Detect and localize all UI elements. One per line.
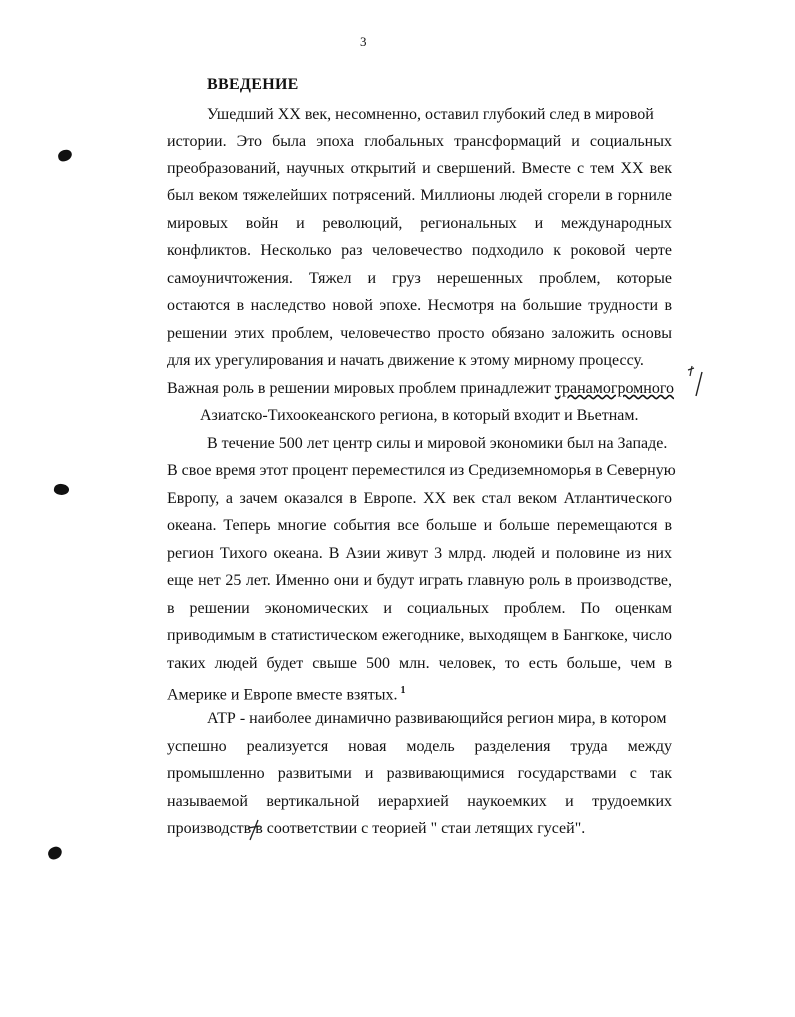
- underlined-word: транамогромного: [554, 380, 675, 397]
- pen-mark: [680, 362, 710, 402]
- footnote-reference: 1: [400, 685, 406, 696]
- paragraph2-line: приводимым в статистическом ежегоднике, выходящем в Бангкоке, число: [167, 627, 672, 644]
- ink-blot: [57, 148, 73, 162]
- paragraph1-line: решении этих проблем, человечество просто обязано заложить основы: [167, 325, 672, 342]
- paragraph1-line: остаются в наследство новой эпохе. Несмотря на большие трудности в: [167, 297, 672, 314]
- paragraph2-line: еще нет 25 лет. Именно они и будут играть главную роль в производстве,: [167, 572, 672, 589]
- paragraph1-line-text: Важная роль в решении мировых проблем принадлежит: [167, 380, 551, 397]
- paragraph2-line: В свое время этот процент переместился из Средиземноморья в Северную: [167, 462, 676, 479]
- page-number: 3: [360, 34, 367, 49]
- ink-blot: [53, 483, 70, 496]
- paragraph1-line: Азиатско-Тихоокеанского региона, в который входит и Вьетнам.: [200, 407, 639, 424]
- paragraph2-line: в решении экономических и социальных проблем. По оценкам: [167, 600, 672, 617]
- paragraph1-line: истории. Это была эпоха глобальных трансформаций и социальных: [167, 133, 672, 150]
- paragraph1-line: Ушедший XX век, несомненно, оставил глубокий след в мировой: [207, 106, 654, 123]
- paragraph1-line: мировых войн и революций, региональных и международных: [167, 215, 672, 232]
- paragraph3-line: АТР - наиболее динамично развивающийся регион мира, в котором: [207, 710, 667, 727]
- paragraph2-line: Европу, а зачем оказался в Европе. XX век стал веком Атлантического: [167, 490, 672, 507]
- paragraph1-line: был веком тяжелейших потрясений. Миллионы людей сгорели в горниле: [167, 187, 672, 204]
- paragraph2-line: В течение 500 лет центр силы и мировой экономики был на Западе.: [207, 435, 668, 452]
- paragraph1-line-with-underline: [167, 379, 674, 399]
- paragraph1-line: самоуничтожения. Тяжел и груз нерешенных проблем, которые: [167, 270, 672, 287]
- paragraph3-line: успешно реализуется новая модель разделения труда между: [167, 738, 672, 755]
- paragraph2-line: океана. Теперь многие события все больше и больше перемещаются в: [167, 517, 672, 534]
- ink-blot: [46, 845, 63, 861]
- paragraph2-line: регион Тихого океана. В Азии живут 3 млрд. людей и половине из них: [167, 545, 672, 562]
- paragraph2-line: таких людей будет свыше 500 млн. человек, то есть больше, чем в: [167, 655, 672, 672]
- pen-mark: [244, 818, 264, 842]
- paragraph3-line: производств в соответствии с теорией " стаи летящих гусей".: [167, 820, 586, 837]
- paragraph3-line: промышленно развитыми и развивающимися государствами с так: [167, 765, 672, 782]
- paragraph2-last-line: [167, 681, 405, 705]
- section-heading: ВВЕДЕНИЕ: [207, 76, 299, 93]
- paragraph1-line: для их урегулирования и начать движение к этому мирному процессу.: [167, 352, 644, 369]
- paragraph2-line-text: Америке и Европе вместе взятых.: [167, 686, 398, 704]
- paragraph3-line: называемой вертикальной иерархией наукоемких и трудоемких: [167, 793, 672, 810]
- paragraph1-line: конфликтов. Несколько раз человечество подходило к роковой черте: [167, 242, 672, 259]
- paragraph1-line: преобразований, научных открытий и свершений. Вместе с тем XX век: [167, 160, 672, 177]
